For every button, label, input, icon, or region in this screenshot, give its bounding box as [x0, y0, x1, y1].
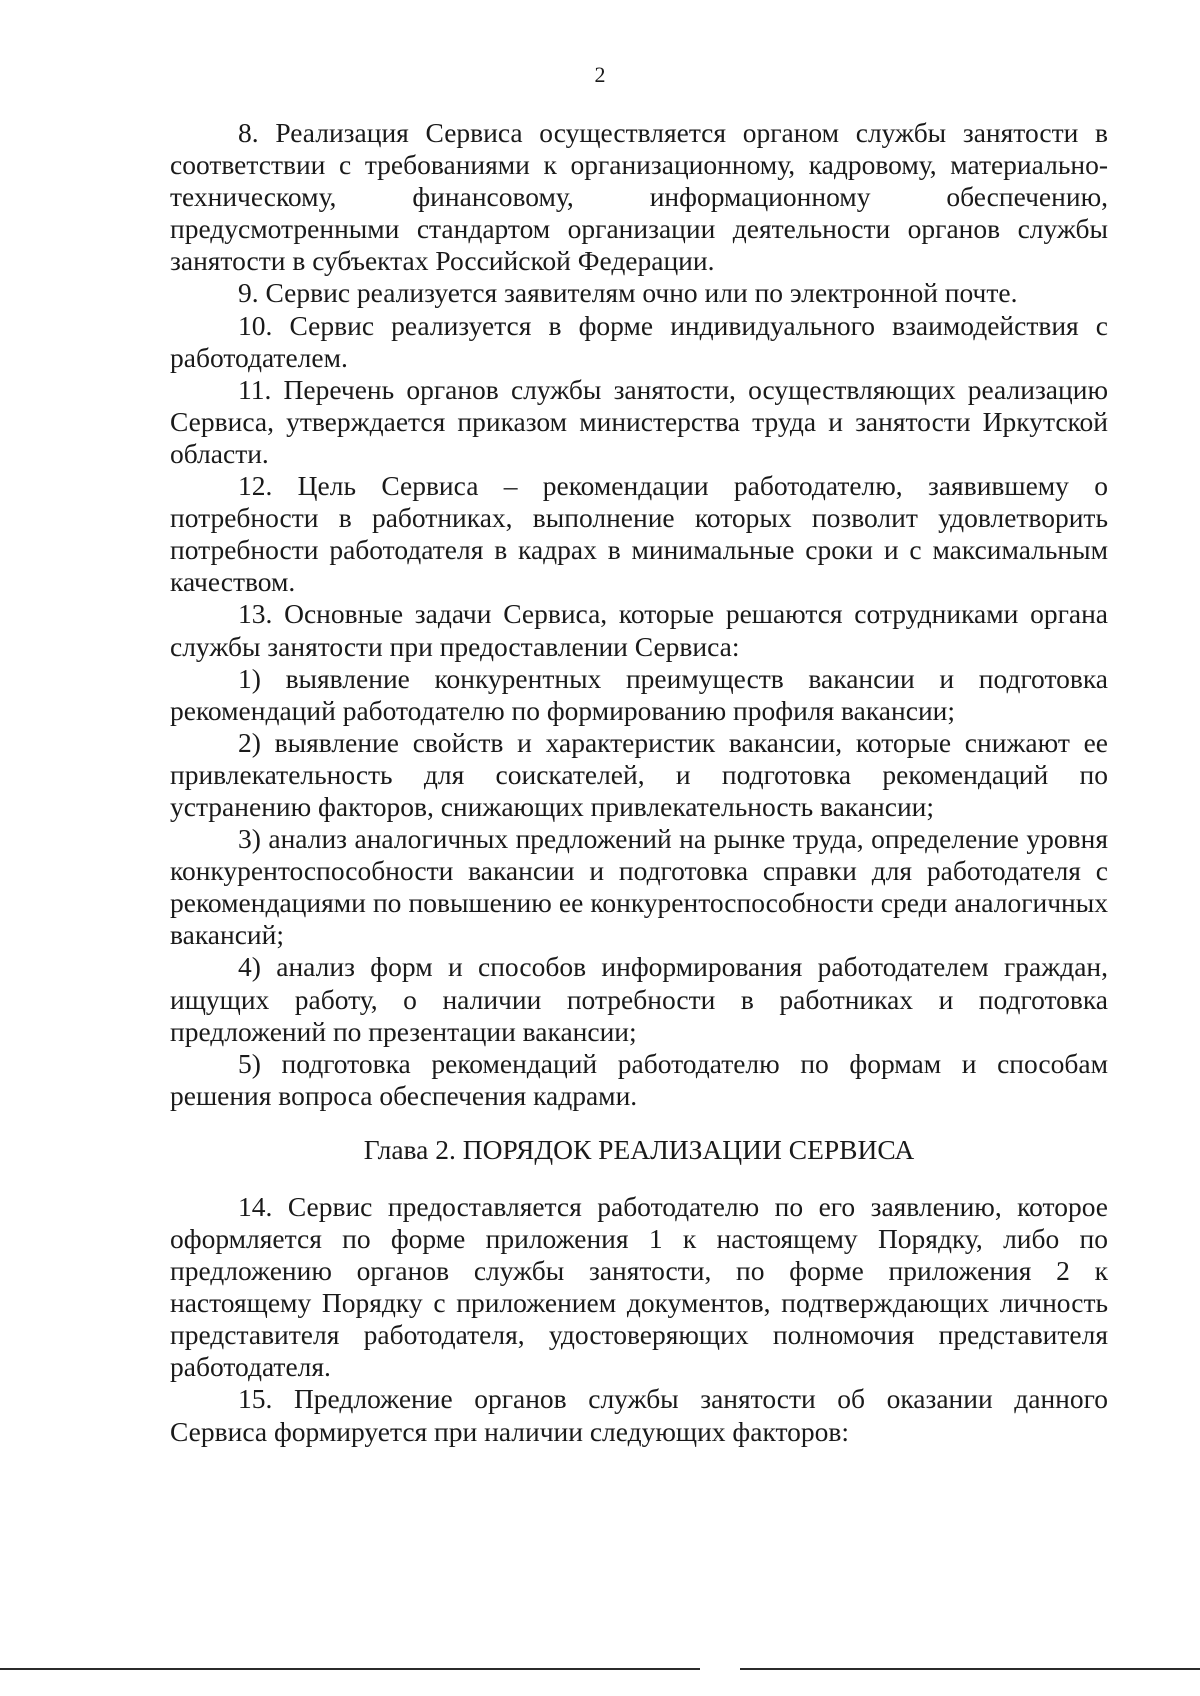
paragraph-10: 10. Сервис реализуется в форме индивидуального взаимодействия с работодателем. — [170, 309, 1108, 373]
page-number: 2 — [594, 62, 606, 87]
paragraph-12: 12. Цель Сервиса – рекомендации работодателю, заявившему о потребности в работниках, выполнение которых позволит удовлетворить потребности работодателя в кадрах в минимальные сроки и с максимальным качеством. — [170, 470, 1108, 598]
paragraph-13: 13. Основные задачи Сервиса, которые решаются сотрудниками органа службы занятости при предоставлении Сервиса: — [170, 598, 1108, 662]
list-item-1: 1) выявление конкурентных преимуществ вакансии и подготовка рекомендаций работодателю по формированию профиля вакансии; — [170, 662, 1108, 726]
paragraph-14: 14. Сервис предоставляется работодателю по его заявлению, которое оформляется по форме приложения 1 к настоящему Порядку, либо по предложению органов службы занятости, по форме приложения 2 к настоящему Порядку с приложением документов, подтверждающих личность представителя работодателя, удостоверяющих полномочия представителя работодателя. — [170, 1190, 1108, 1383]
paragraph-11: 11. Перечень органов службы занятости, осуществляющих реализацию Сервиса, утверждается приказом министерства труда и занятости Иркутской области. — [170, 373, 1108, 469]
list-item-3: 3) анализ аналогичных предложений на рынке труда, определение уровня конкурентоспособности вакансии и подготовка справки для работодателя с рекомендациями по повышению ее конкурентоспособности среди аналогичных вакансий; — [170, 823, 1108, 951]
scan-bottom-edge-gap — [700, 1668, 740, 1670]
list-item-4: 4) анализ форм и способов информирования работодателем граждан, ищущих работу, о наличии потребности в работниках и подготовка предложений по презентации вакансии; — [170, 951, 1108, 1047]
list-item-2: 2) выявление свойств и характеристик вакансии, которые снижают ее привлекательность для соискателей, и подготовка рекомендаций по устранению факторов, снижающих привлекательность вакансии; — [170, 726, 1108, 822]
document-body — [170, 117, 1108, 1448]
chapter-heading: Глава 2. ПОРЯДОК РЕАЛИЗАЦИИ СЕРВИСА — [363, 1133, 915, 1165]
paragraph-8: 8. Реализация Сервиса осуществляется органом службы занятости в соответствии с требованиями к организационному, кадровому, материально-техническому, финансовому, информационному обеспечению, предусмотренными стандартом организации деятельности органов службы занятости в субъектах Российской Федерации. — [170, 117, 1108, 277]
paragraph-15: 15. Предложение органов службы занятости об оказании данного Сервиса формируется при наличии следующих факторов: — [170, 1383, 1108, 1447]
scan-bottom-edge — [0, 1668, 1200, 1670]
paragraph-9: 9. Сервис реализуется заявителям очно или по электронной почте. — [238, 277, 1018, 309]
list-item-5: 5) подготовка рекомендаций работодателю по формам и способам решения вопроса обеспечения кадрами. — [170, 1047, 1108, 1111]
